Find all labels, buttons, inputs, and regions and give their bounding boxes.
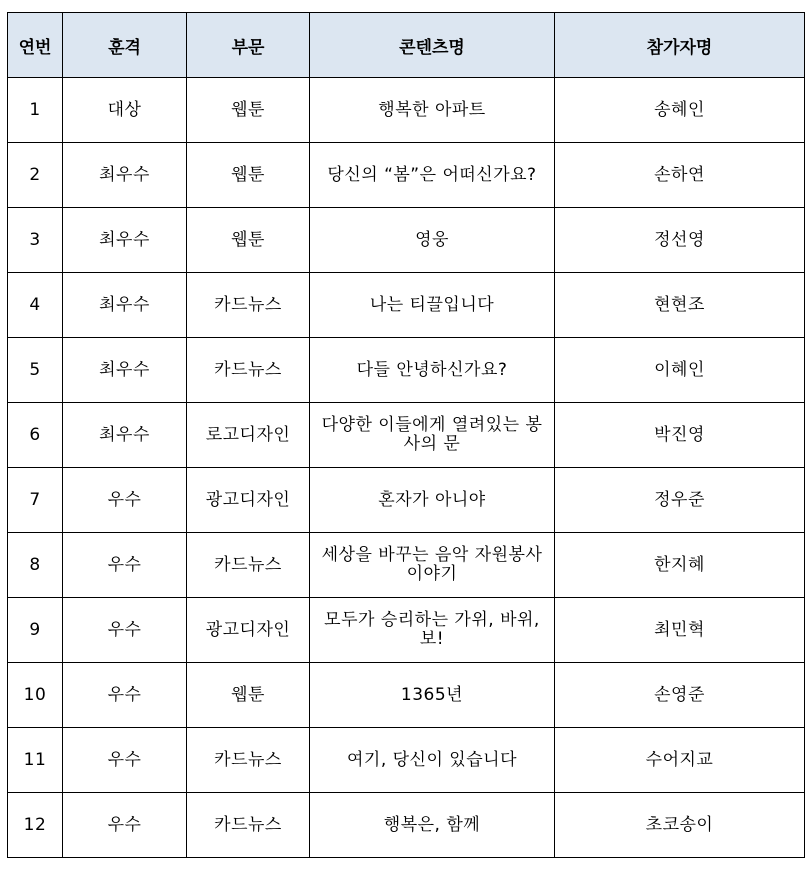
cell-award: 우수 (63, 663, 187, 728)
cell-content-title: 1365년 (310, 663, 555, 728)
cell-participant: 수어지교 (555, 728, 805, 793)
cell-participant: 이혜인 (555, 338, 805, 403)
cell-number: 7 (8, 468, 63, 533)
cell-number: 12 (8, 793, 63, 858)
cell-award: 최우수 (63, 338, 187, 403)
table-row (8, 78, 805, 143)
cell-participant: 현현조 (555, 273, 805, 338)
cell-category: 광고디자인 (187, 598, 310, 663)
table-row (8, 338, 805, 403)
cell-participant: 손영준 (555, 663, 805, 728)
cell-content-title: 나는 티끌입니다 (310, 273, 555, 338)
cell-category: 카드뉴스 (187, 273, 310, 338)
table-row (8, 208, 805, 273)
cell-category: 카드뉴스 (187, 338, 310, 403)
cell-content-title: 당신의 “봄”은 어떠신가요? (310, 143, 555, 208)
table-row (8, 468, 805, 533)
cell-participant: 정선영 (555, 208, 805, 273)
cell-content-title: 여기, 당신이 있습니다 (310, 728, 555, 793)
header-participant: 참가자명 (555, 13, 805, 78)
cell-number: 10 (8, 663, 63, 728)
cell-category: 웹툰 (187, 78, 310, 143)
header-number: 연번 (8, 13, 63, 78)
cell-award: 최우수 (63, 273, 187, 338)
cell-content-title: 모두가 승리하는 가위, 바위, 보! (310, 598, 555, 663)
cell-participant: 초코송이 (555, 793, 805, 858)
table-row (8, 403, 805, 468)
cell-category: 카드뉴스 (187, 533, 310, 598)
cell-award: 대상 (63, 78, 187, 143)
cell-category: 카드뉴스 (187, 793, 310, 858)
cell-category: 웹툰 (187, 208, 310, 273)
cell-category: 카드뉴스 (187, 728, 310, 793)
cell-content-title: 혼자가 아니야 (310, 468, 555, 533)
cell-content-title: 다양한 이들에게 열려있는 봉사의 문 (310, 403, 555, 468)
cell-number: 11 (8, 728, 63, 793)
cell-participant: 한지혜 (555, 533, 805, 598)
cell-number: 9 (8, 598, 63, 663)
cell-number: 5 (8, 338, 63, 403)
table-row (8, 143, 805, 208)
table-row (8, 793, 805, 858)
table-row (8, 663, 805, 728)
table-row (8, 533, 805, 598)
cell-number: 3 (8, 208, 63, 273)
cell-category: 광고디자인 (187, 468, 310, 533)
cell-participant: 최민혁 (555, 598, 805, 663)
cell-award: 우수 (63, 598, 187, 663)
table-body (8, 78, 805, 858)
cell-content-title: 세상을 바꾸는 음악 자원봉사 이야기 (310, 533, 555, 598)
table-row (8, 728, 805, 793)
cell-award: 우수 (63, 728, 187, 793)
cell-content-title: 다들 안녕하신가요? (310, 338, 555, 403)
cell-award: 우수 (63, 533, 187, 598)
cell-award: 최우수 (63, 403, 187, 468)
cell-award: 최우수 (63, 208, 187, 273)
header-award: 훈격 (63, 13, 187, 78)
table-row (8, 598, 805, 663)
cell-number: 8 (8, 533, 63, 598)
cell-award: 우수 (63, 793, 187, 858)
header-row (8, 13, 805, 78)
cell-content-title: 행복은, 함께 (310, 793, 555, 858)
cell-participant: 박진영 (555, 403, 805, 468)
cell-number: 6 (8, 403, 63, 468)
cell-participant: 송혜인 (555, 78, 805, 143)
cell-participant: 손하연 (555, 143, 805, 208)
header-content-title: 콘텐츠명 (310, 13, 555, 78)
cell-category: 웹툰 (187, 143, 310, 208)
award-results-table (7, 12, 805, 858)
cell-number: 4 (8, 273, 63, 338)
cell-number: 1 (8, 78, 63, 143)
cell-number: 2 (8, 143, 63, 208)
cell-participant: 정우준 (555, 468, 805, 533)
table-header (8, 13, 805, 78)
cell-content-title: 행복한 아파트 (310, 78, 555, 143)
header-category: 부문 (187, 13, 310, 78)
cell-content-title: 영웅 (310, 208, 555, 273)
cell-award: 우수 (63, 468, 187, 533)
cell-category: 웹툰 (187, 663, 310, 728)
cell-award: 최우수 (63, 143, 187, 208)
cell-category: 로고디자인 (187, 403, 310, 468)
table-row (8, 273, 805, 338)
